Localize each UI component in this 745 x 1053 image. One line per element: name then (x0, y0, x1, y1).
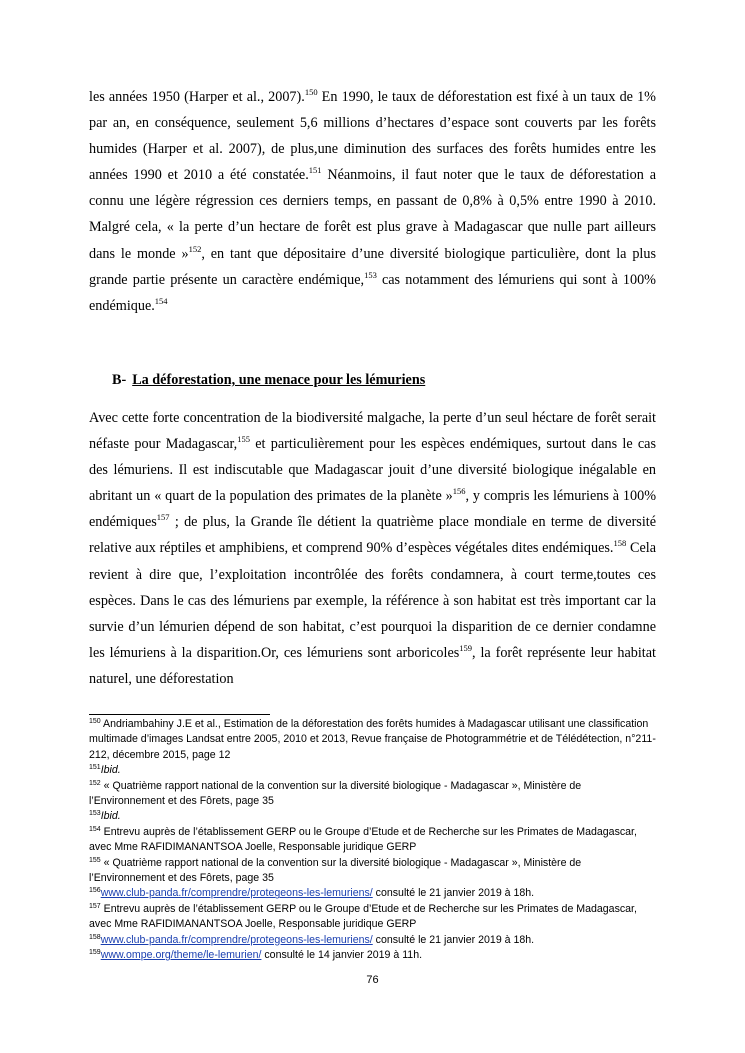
footnote-ref: 153 (364, 269, 377, 280)
footnote (89, 717, 656, 763)
footnote-ibid: Ibid. (100, 764, 121, 777)
section-title: La déforestation, une menace pour les lémuriens (132, 372, 426, 388)
footnote-number: 151 (89, 764, 101, 772)
footnote-text: Entrevu auprès de l’établissement GERP ou le Groupe d’Etude et de Recherche sur les Primates de Madagascar, avec Mme RAFIDIMANANTSOA Joelle, Responsable juridique GERP (89, 825, 637, 854)
paragraph-1: les années 1950 (Harper et al., 2007).$^{150}$ En 1990, le taux de déforestation est fixé à un taux de 1% par an, en conséquence, seulement 5,6 millions d’hectares d’espace sont couverts par les forêts humides (Harper et al. 2007), de plus,une diminution des surfaces des forêts humides entre les années 1990 et 2010 a été constatée.$^{151}$ Néanmoins, il faut noter que le taux de déforestation a connu une légère régression ces derniers temps, en passant de 0,8% à 0,5% entre 1990 à 2010. Malgré cela, « la perte d’un hectare de forêt est plus grave à Madagascar que nulle part ailleurs dans le monde »$^{152}$, en tant que dépositaire d’une diversité biologique particulière, dont la plus grande partie présente un caractère endémique,$^{153}$ cas notamment des lémuriens qui sont à 100% endémique.$^{154}$ (89, 87, 656, 314)
footnote-number: 156 (89, 887, 101, 895)
footnote-text: consulté le 21 janvier 2019 à 18h. (372, 933, 535, 946)
footnote-link[interactable]: www.ompe.org/theme/le-lemurien/ (100, 949, 262, 962)
footnote-ref: 158 (613, 538, 627, 549)
footnote (89, 933, 656, 948)
footnote (89, 886, 656, 901)
footnote-text: Andriambahiny J.E et al., Estimation de la déforestation des forêts humides à Madagascar utilisant une classification multimade d’images Landsat entre 2005, 2010 et 2013, Revue française de Photogrammétrie et de Télédétection, n°211-212, décembre 2015, page 12 (89, 718, 656, 761)
footnote-ibid: Ibid. (100, 810, 121, 823)
footnote-number: 154 (89, 825, 101, 833)
section-marker: B- (112, 372, 127, 388)
paragraph-2: Avec cette forte concentration de la biodiversité malgache, la perte d’un seul héctare de forêt serait néfaste pour Madagascar,$^{155}$ et particulièrement pour les espèces endémiques, surtout dans le cas des lémuriens. Il est indiscutable que Madagascar jouit d’une diversité biologique inégalable en abritant un « quart de la population des primates de la planète »$^{156}$, y compris les lémuriens à 100% endémiques$^{157}$ ; de plus, la Grande île détient la quatrième place mondiale en terme de diversité relative aux réptiles et amphibiens, et comprend 90% d’espèces végétales dites endémiques.$^{158}$ Cela revient à dire que, l’exploitation incontrôlée des forêts condamnera, à court terme,toutes ces espèces. Dans le cas des lémuriens par exemple, la référence à son habitat est très important car la survie d’un lémurien dépend de son habitat, c’est pourquoi la disparition de ce dernier condamne les lémuriens à la disparition.Or, ces lémuriens sont arboricoles$^{159}$, la forêt représente leur habitat naturel, une déforestation (89, 410, 657, 687)
footnote-number: 157 (89, 902, 101, 910)
page-number: 76 (366, 974, 379, 986)
footnote-number: 153 (89, 810, 101, 818)
footnote (89, 763, 656, 778)
footnote-text: « Quatrième rapport national de la convention sur la diversité biologique - Madagascar », Ministère de l’Environnement et des Fôrets, page 35 (89, 856, 582, 885)
footnote-ref: 155 (237, 434, 250, 445)
footnote (89, 902, 656, 933)
footnote-number: 152 (89, 779, 101, 787)
footnote-ref: 150 (304, 87, 318, 97)
footnote (89, 948, 656, 963)
footnote-number: 155 (89, 856, 101, 864)
footnote-text: consulté le 14 janvier 2019 à 11h. (261, 949, 423, 962)
section-heading (112, 372, 425, 389)
footnote-ref: 157 (156, 512, 170, 523)
footnote-number: 159 (89, 949, 101, 957)
footnote-text: Entrevu auprès de l’établissement GERP ou le Groupe d’Etude et de Recherche sur les Primates de Madagascar, avec Mme RAFIDIMANANTSOA Joelle, Responsable juridique GERP (89, 902, 637, 931)
footnote-text: consulté le 21 janvier 2019 à 18h. (372, 887, 535, 900)
footnote-number: 150 (89, 718, 101, 725)
footnote-ref: 156 (452, 486, 466, 497)
footnotes (89, 717, 656, 964)
footnote-link[interactable]: www.club-panda.fr/comprendre/protegeons-les-lemuriens/ (100, 933, 373, 946)
footnote (89, 809, 656, 824)
footnote (89, 825, 656, 856)
footnote-ref: 152 (188, 243, 202, 254)
footnote (89, 779, 656, 810)
footnote-number: 158 (89, 933, 101, 941)
footnote-ref: 154 (154, 295, 168, 306)
footnote (89, 856, 656, 887)
footnote-ref: 151 (308, 165, 322, 176)
footnote-separator (89, 714, 270, 715)
footnote-text: « Quatrième rapport national de la convention sur la diversité biologique - Madagascar », Ministère de l’Environnement et des Fôrets, page 35 (89, 779, 582, 808)
footnote-ref: 159 (459, 642, 473, 653)
footnote-link[interactable]: www.club-panda.fr/comprendre/protegeons-les-lemuriens/ (100, 887, 373, 900)
